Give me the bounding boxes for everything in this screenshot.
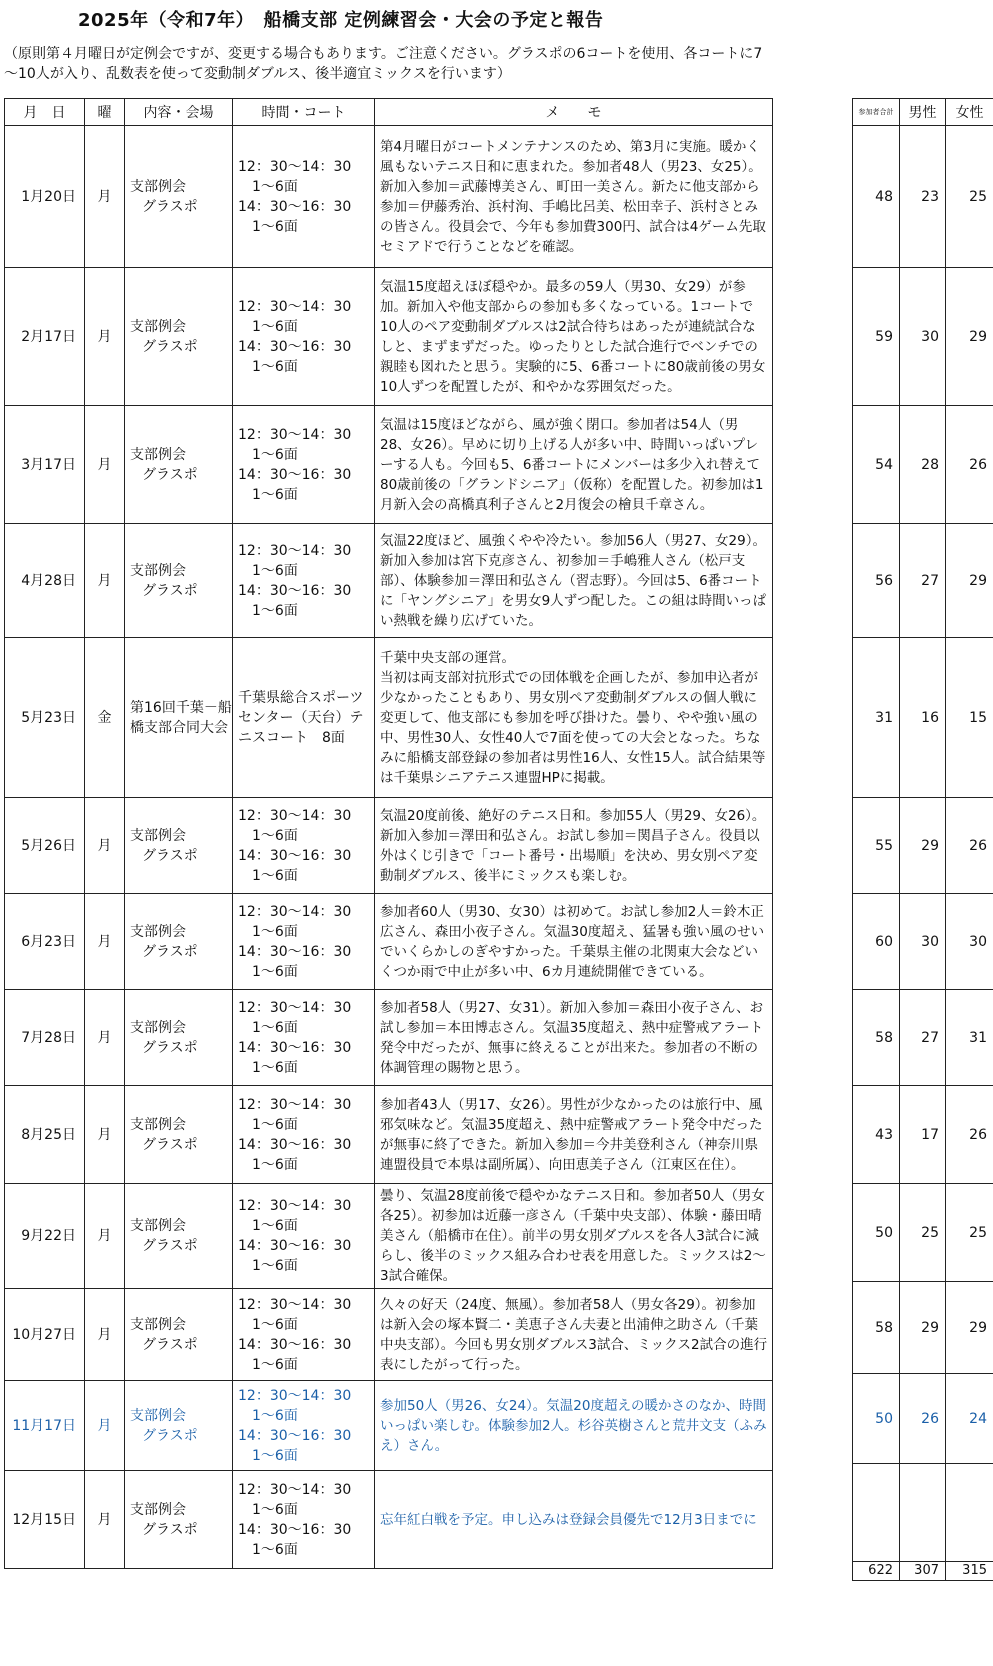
- row-memo: 第4月曜日がコートメンテナンスのため、第3月に実施。暖かく風もないテニス日和に恵まれた。参加者48人（男23、女25）。新加入参加＝武藤博美さん、町田一美さん。新たに他支部から参加＝伊藤秀治、浜村洵、手嶋比呂美、松田幸子、浜村さとみの皆さん。役員会で、今年も参加費300円、試合は4ゲーム先取セミアドで行うことなどを確認。: [375, 126, 773, 268]
- header-dow: 曜: [85, 99, 125, 126]
- row-memo: 参加者60人（男30、女30）は初めて。お試し参加2人＝鈴木正広さん、森田小夜子さん。気温30度超え、猛暑も強い風のせいでいくらかしのぎやすかった。千葉県主催の北関東大会などいくつか雨で中止が多い中、6カ月連続開催できている。: [375, 894, 773, 990]
- row-total-participants: 31: [853, 638, 900, 798]
- header-female: 女性: [946, 99, 993, 126]
- header-male: 男性: [900, 99, 946, 126]
- row-day-of-week: 月: [85, 1184, 125, 1289]
- row-date: 6月23日: [5, 894, 85, 990]
- row-venue: [125, 1381, 233, 1471]
- row-female-count: 26: [946, 1086, 993, 1184]
- row-venue-title: 支部例会: [130, 1501, 186, 1518]
- row-time-courts: 12：30～14：30 1～6面 14：30～16：30 1～6面: [233, 798, 375, 894]
- row-venue: [125, 1086, 233, 1184]
- row-venue-place: グラスポ: [142, 847, 198, 864]
- row-total-participants: 50: [853, 1374, 900, 1464]
- row-female-count: [946, 1464, 993, 1562]
- stats-row: [853, 798, 993, 894]
- row-female-count: 31: [946, 990, 993, 1086]
- schedule-table: [4, 98, 773, 1569]
- stats-row: [853, 1282, 993, 1374]
- row-venue: [125, 524, 233, 638]
- header-memo: メ モ: [375, 99, 773, 126]
- row-date: 5月23日: [5, 638, 85, 798]
- row-male-count: 30: [900, 268, 946, 406]
- table-row: [5, 1471, 773, 1569]
- row-male-count: 29: [900, 1282, 946, 1374]
- stats-row: [853, 524, 993, 638]
- row-venue: [125, 126, 233, 268]
- row-male-count: 16: [900, 638, 946, 798]
- row-date: 5月26日: [5, 798, 85, 894]
- table-row: [5, 268, 773, 406]
- row-time-courts: 12：30～14：30 1～6面 14：30～16：30 1～6面: [233, 524, 375, 638]
- row-total-participants: 55: [853, 798, 900, 894]
- row-venue-place: グラスポ: [142, 466, 198, 483]
- row-venue-title: 支部例会: [130, 1316, 186, 1333]
- stats-row: [853, 894, 993, 990]
- row-memo: 忘年紅白戦を予定。申し込みは登録会員優先で12月3日までに: [375, 1471, 773, 1569]
- row-day-of-week: 月: [85, 1381, 125, 1471]
- row-date: 11月17日: [5, 1381, 85, 1471]
- stats-row: [853, 638, 993, 798]
- row-day-of-week: 月: [85, 524, 125, 638]
- row-time-courts: 12：30～14：30 1～6面 14：30～16：30 1～6面: [233, 1184, 375, 1289]
- row-male-count: 27: [900, 524, 946, 638]
- table-row: [5, 990, 773, 1086]
- header-venue: 内容・会場: [125, 99, 233, 126]
- row-day-of-week: 月: [85, 798, 125, 894]
- row-date: 4月28日: [5, 524, 85, 638]
- row-venue-place: グラスポ: [142, 1039, 198, 1056]
- row-memo: 久々の好天（24度、無風）。参加者58人（男女各29）。初参加は新入会の塚本賢二・美恵子さん夫妻と出浦伸之助さん（千葉中央支部）。今回も男女別ダブルス3試合、ミックス2試合の進行表にしたがって行った。: [375, 1289, 773, 1381]
- table-row: [5, 1289, 773, 1381]
- row-total-participants: [853, 1464, 900, 1562]
- row-memo: 曇り、気温28度前後で穏やかなテニス日和。参加者50人（男女各25）。初参加は近藤一彦さん（千葉中央支部）、体験・藤田晴美さん（船橋市在住）。前半の男女別ダブルスを各人3試合に減らし、後半のミックス組み合わせ表を用意した。ミックスは2～3試合確保。: [375, 1184, 773, 1289]
- row-memo: 気温20度前後、絶好のテニス日和。参加55人（男29、女26）。新加入参加＝澤田和弘さん。お試し参加＝関昌子さん。役員以外はくじ引きで「コート番号・出場順」を決め、男女別ペア変動制ダブルス、後半にミックスも楽しむ。: [375, 798, 773, 894]
- row-date: 7月28日: [5, 990, 85, 1086]
- row-total-participants: 60: [853, 894, 900, 990]
- stats-row: [853, 406, 993, 524]
- row-time-courts: 12：30～14：30 1～6面 14：30～16：30 1～6面: [233, 406, 375, 524]
- row-date: 2月17日: [5, 268, 85, 406]
- stats-row: [853, 1184, 993, 1282]
- table-row: [5, 638, 773, 798]
- row-venue-title: 支部例会: [130, 178, 186, 195]
- row-memo: 参加者58人（男27、女31）。新加入参加＝森田小夜子さん、お試し参加＝本田博志さん。気温35度超え、熱中症警戒アラート発令中だったが、無事に終えることが出来た。参加者の不断の体調管理の賜物と思う。: [375, 990, 773, 1086]
- row-venue-title: 支部例会: [130, 923, 186, 940]
- row-venue-title: 支部例会: [130, 1218, 186, 1234]
- row-day-of-week: 金: [85, 638, 125, 798]
- row-memo: 千葉中央支部の運営。 当初は両支部対抗形式での団体戦を企画したが、参加申込者が少なかったこともあり、男女別ペア変動制ダブルスの個人戦に変更して、他支部にも参加を呼び掛けた。曇り、やや強い風の中、男性30人、女性40人で7面を使っての大会となった。ちなみに船橋支部登録の参加者は男性16人、女性15人。試合結果等は千葉県シニアテニス連盟HPに掲載。: [375, 638, 773, 798]
- row-day-of-week: 月: [85, 1289, 125, 1381]
- grand-total-female: 315: [946, 1562, 993, 1581]
- row-day-of-week: 月: [85, 406, 125, 524]
- row-memo: 気温は15度ほどながら、風が強く閉口。参加者は54人（男28、女26）。早めに切り上げる人が多い中、時間いっぱいプレーする人も。今回も5、6番コートにメンバーは多少入れ替えて80歳前後の「グランドシニア」（仮称）を配置した。初参加は1月新入会の髙橋真利子さんと2月復会の檜貝千章さん。: [375, 406, 773, 524]
- stats-row: [853, 126, 993, 268]
- row-memo: 参加50人（男26、女24）。気温20度超えの暖かさのなか、時間いっぱい楽しむ。体験参加2人。杉谷英樹さんと荒井文支（ふみえ）さん。: [375, 1381, 773, 1471]
- row-time-courts: 12：30～14：30 1～6面 14：30～16：30 1～6面: [233, 1381, 375, 1471]
- row-date: 9月22日: [5, 1184, 85, 1289]
- row-venue: [125, 406, 233, 524]
- row-female-count: 15: [946, 638, 993, 798]
- row-total-participants: 56: [853, 524, 900, 638]
- table-row: [5, 406, 773, 524]
- row-time-courts: 12：30～14：30 1～6面 14：30～16：30 1～6面: [233, 1471, 375, 1569]
- intro-note: （原則第４月曜日が定例会ですが、変更する場合もあります。ご注意ください。グラスポの6コートを使用、各コートに7～10人が入り、乱数表を使って変動制ダブルス、後半適宜ミックスを行います）: [4, 46, 763, 82]
- row-venue-title: 支部例会: [130, 1407, 186, 1424]
- row-date: 1月20日: [5, 126, 85, 268]
- row-venue-place: グラスポ: [142, 1238, 198, 1254]
- row-date: 12月15日: [5, 1471, 85, 1569]
- row-venue: [125, 1289, 233, 1381]
- table-row: [5, 524, 773, 638]
- header-date: 月 日: [5, 99, 85, 126]
- row-venue-title: 支部例会: [130, 318, 186, 335]
- row-venue: [125, 894, 233, 990]
- row-venue: [125, 1184, 233, 1289]
- totals-row: [853, 1562, 993, 1581]
- row-day-of-week: 月: [85, 268, 125, 406]
- row-time-courts: 12：30～14：30 1～6面 14：30～16：30 1～6面: [233, 990, 375, 1086]
- stats-row: [853, 268, 993, 406]
- row-total-participants: 48: [853, 126, 900, 268]
- grand-total-male: 307: [900, 1562, 946, 1581]
- table-row: [5, 1381, 773, 1471]
- row-time-courts: 12：30～14：30 1～6面 14：30～16：30 1～6面: [233, 126, 375, 268]
- grand-total-participants: 622: [853, 1562, 900, 1581]
- row-female-count: 30: [946, 894, 993, 990]
- attendance-table: [852, 98, 993, 1581]
- row-male-count: 29: [900, 798, 946, 894]
- row-male-count: [900, 1464, 946, 1562]
- row-day-of-week: 月: [85, 894, 125, 990]
- row-total-participants: 59: [853, 268, 900, 406]
- row-female-count: 25: [946, 126, 993, 268]
- row-male-count: 25: [900, 1184, 946, 1282]
- row-memo: 気温22度ほど、風強くやや冷たい。参加56人（男27、女29）。新加入参加は宮下克彦さん、初参加＝手嶋雅人さん（松戸支部）、体験参加＝澤田和弘さん（習志野）。今回は5、6番コートに「ヤングシニア」を男女9人ずつ配した。この組は時間いっぱい熱戦を繰り広げていた。: [375, 524, 773, 638]
- table-header-row: [5, 99, 773, 126]
- row-venue-title: 第16回千葉－船橋支部合同大会: [130, 699, 232, 736]
- row-total-participants: 43: [853, 1086, 900, 1184]
- row-male-count: 27: [900, 990, 946, 1086]
- row-female-count: 26: [946, 406, 993, 524]
- header-time: 時間・コート: [233, 99, 375, 126]
- table-row: [5, 894, 773, 990]
- row-total-participants: 54: [853, 406, 900, 524]
- row-venue: [125, 268, 233, 406]
- row-female-count: 29: [946, 1282, 993, 1374]
- row-female-count: 29: [946, 268, 993, 406]
- row-venue: [125, 638, 233, 798]
- row-venue-title: 支部例会: [130, 1116, 186, 1133]
- stats-header-row: [853, 99, 993, 126]
- row-male-count: 23: [900, 126, 946, 268]
- row-total-participants: 50: [853, 1184, 900, 1282]
- table-row: [5, 1184, 773, 1289]
- row-date: 10月27日: [5, 1289, 85, 1381]
- page-title: 2025年（令和7年） 船橋支部 定例練習会・大会の予定と報告: [78, 10, 604, 31]
- row-day-of-week: 月: [85, 1086, 125, 1184]
- row-time-courts: 12：30～14：30 1～6面 14：30～16：30 1～6面: [233, 1289, 375, 1381]
- table-row: [5, 126, 773, 268]
- row-day-of-week: 月: [85, 990, 125, 1086]
- row-female-count: 24: [946, 1374, 993, 1464]
- table-row: [5, 1086, 773, 1184]
- row-male-count: 28: [900, 406, 946, 524]
- row-venue-place: グラスポ: [142, 338, 198, 355]
- table-row: [5, 798, 773, 894]
- row-day-of-week: 月: [85, 126, 125, 268]
- row-male-count: 26: [900, 1374, 946, 1464]
- stats-row: [853, 1464, 993, 1562]
- stats-row: [853, 1086, 993, 1184]
- row-date: 8月25日: [5, 1086, 85, 1184]
- row-female-count: 25: [946, 1184, 993, 1282]
- row-total-participants: 58: [853, 990, 900, 1086]
- row-time-courts: 12：30～14：30 1～6面 14：30～16：30 1～6面: [233, 1086, 375, 1184]
- row-female-count: 26: [946, 798, 993, 894]
- row-time-courts: 12：30～14：30 1～6面 14：30～16：30 1～6面: [233, 268, 375, 406]
- row-time-courts: 12：30～14：30 1～6面 14：30～16：30 1～6面: [233, 894, 375, 990]
- row-day-of-week: 月: [85, 1471, 125, 1569]
- row-venue-title: 支部例会: [130, 562, 186, 579]
- row-time-courts: 千葉県総合スポーツセンター（天台）テニスコート 8面: [233, 638, 375, 798]
- row-venue-place: グラスポ: [142, 1336, 198, 1353]
- row-venue-place: グラスポ: [142, 198, 198, 215]
- row-venue-place: グラスポ: [142, 1521, 198, 1538]
- row-venue-place: グラスポ: [142, 943, 198, 960]
- row-venue-title: 支部例会: [130, 446, 186, 463]
- row-venue: [125, 798, 233, 894]
- row-venue-title: 支部例会: [130, 827, 186, 844]
- row-venue-place: グラスポ: [142, 582, 198, 599]
- row-date: 3月17日: [5, 406, 85, 524]
- stats-row: [853, 1374, 993, 1464]
- row-venue-place: グラスポ: [142, 1136, 198, 1153]
- row-female-count: 29: [946, 524, 993, 638]
- row-male-count: 17: [900, 1086, 946, 1184]
- row-memo: 参加者43人（男17、女26）。男性が少なかったのは旅行中、風邪気味など。気温35度超え、熱中症警戒アラート発令中だったが無事に終了できた。新加入参加＝今井美登利さん（神奈川県連盟役員で本県は副所属）、向田恵美子さん（江東区在住）。: [375, 1086, 773, 1184]
- row-venue: [125, 990, 233, 1086]
- row-venue: [125, 1471, 233, 1569]
- row-venue-title: 支部例会: [130, 1019, 186, 1036]
- row-memo: 気温15度超えほぼ穏やか。最多の59人（男30、女29）が参加。新加入や他支部からの参加も多くなっている。1コートで10人のペア変動制ダブルスは2試合待ちはあったが連続試合なしと、まずまずだった。ゆったりとした試合進行でベンチでの親睦も図れたと思う。実験的に5、6番コートに80歳前後の男女10人ずつを配置したが、和やかな雰囲気だった。: [375, 268, 773, 406]
- row-venue-place: グラスポ: [142, 1427, 198, 1444]
- row-total-participants: 58: [853, 1282, 900, 1374]
- stats-row: [853, 990, 993, 1086]
- row-male-count: 30: [900, 894, 946, 990]
- header-total: 参加者合計: [853, 99, 900, 126]
